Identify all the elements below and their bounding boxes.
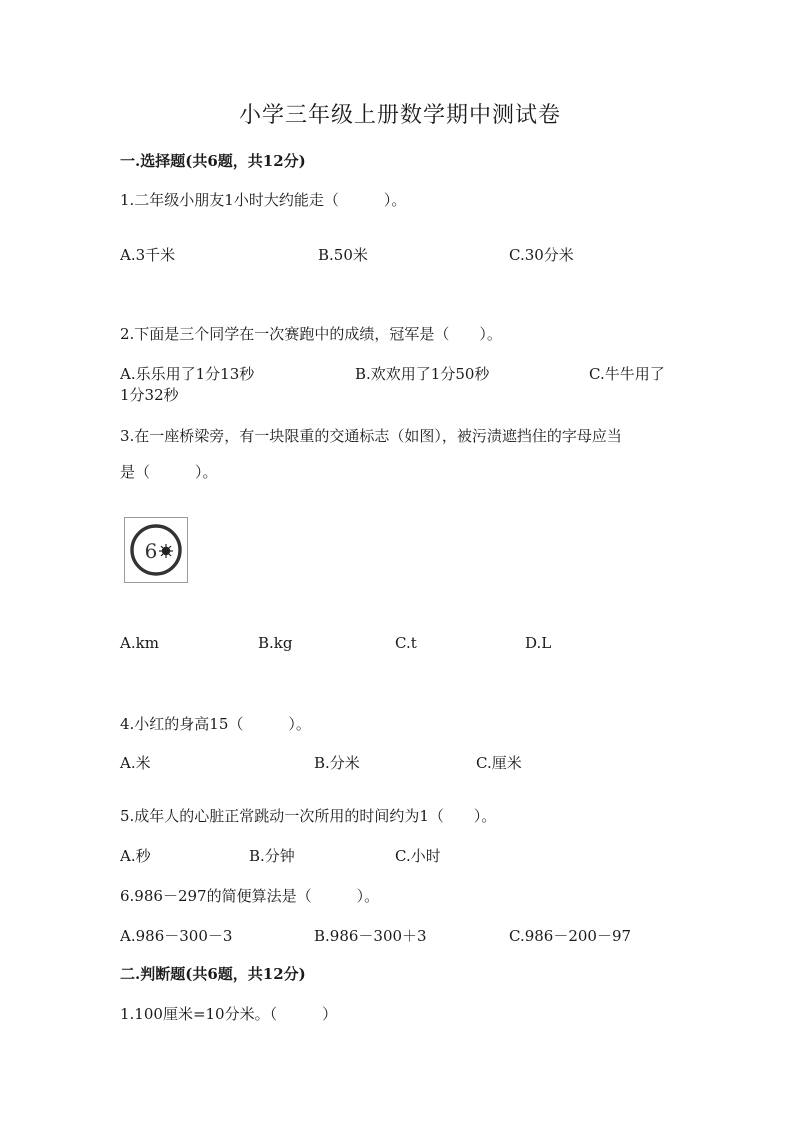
page-title: 小学三年级上册数学期中测试卷 bbox=[238, 103, 561, 128]
question-3-line1: 3.在一座桥梁旁，有一块限重的交通标志（如图），被污渍遮挡住的字母应当 bbox=[120, 427, 622, 445]
q2-option-c-cont: 1分32秒 bbox=[120, 386, 179, 404]
q4-option-a: A.米 bbox=[120, 754, 151, 772]
q3-option-c: C.t bbox=[395, 634, 417, 652]
traffic-sign-image bbox=[124, 517, 188, 583]
sign-digit: 6 bbox=[144, 539, 158, 563]
q3-option-a: A.km bbox=[120, 634, 159, 652]
q1-option-b: B.50米 bbox=[318, 246, 368, 264]
q6-option-c: C.986－200－97 bbox=[509, 927, 632, 945]
weight-limit-sign-icon bbox=[125, 518, 187, 582]
q2-option-c: C.牛牛用了 bbox=[589, 365, 665, 383]
q1-option-a: A.3千米 bbox=[120, 246, 176, 264]
section-heading-choice: 一.选择题(共6题，共12分) bbox=[120, 152, 306, 170]
question-3-line2: 是（ ）。 bbox=[120, 463, 218, 481]
q4-option-b: B.分米 bbox=[314, 754, 360, 772]
q2-option-a: A.乐乐用了1分13秒 bbox=[120, 365, 255, 383]
judgment-question-1: 1.100厘米=10分米。（ ） bbox=[120, 1005, 338, 1023]
q5-option-c: C.小时 bbox=[395, 847, 441, 865]
section-heading-judgment: 二.判断题(共6题，共12分) bbox=[120, 965, 306, 983]
q6-option-a: A.986－300－3 bbox=[120, 927, 233, 945]
q5-option-b: B.分钟 bbox=[249, 847, 295, 865]
stain-blot-icon bbox=[159, 544, 173, 558]
question-1: 1.二年级小朋友1小时大约能走（ ）。 bbox=[120, 191, 407, 209]
q5-option-a: A.秒 bbox=[120, 847, 151, 865]
question-6: 6.986－297的简便算法是（ ）。 bbox=[120, 887, 380, 905]
q3-option-d: D.L bbox=[525, 634, 552, 652]
q6-option-b: B.986－300＋3 bbox=[314, 927, 427, 945]
question-5: 5.成年人的心脏正常跳动一次所用的时间约为1（ ）。 bbox=[120, 807, 497, 825]
q4-option-c: C.厘米 bbox=[476, 754, 522, 772]
q1-option-c: C.30分米 bbox=[509, 246, 574, 264]
q3-option-b: B.kg bbox=[258, 634, 293, 652]
question-2: 2.下面是三个同学在一次赛跑中的成绩，冠军是（ ）。 bbox=[120, 325, 502, 343]
q2-option-b: B.欢欢用了1分50秒 bbox=[355, 365, 490, 383]
question-4: 4.小红的身高15（ ）。 bbox=[120, 715, 311, 733]
